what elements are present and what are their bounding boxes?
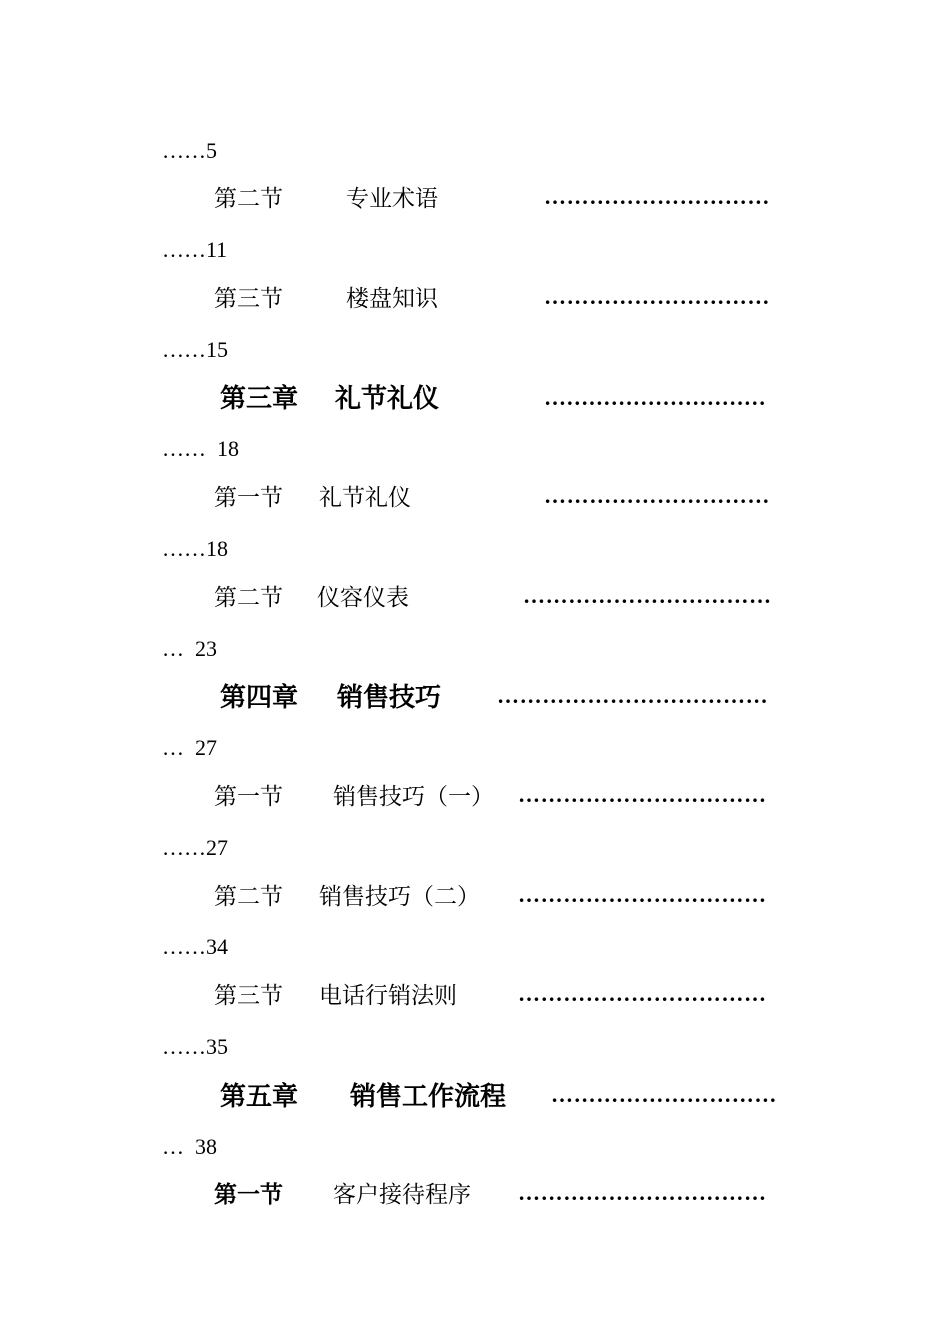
section-title: 楼盘知识: [346, 286, 438, 312]
section-label: 第一节: [214, 485, 283, 511]
section-label: 第二节: [214, 585, 283, 611]
page-number: ……15: [162, 337, 228, 362]
page-number: … 23: [162, 636, 217, 661]
page-number: … 27: [162, 735, 217, 760]
leader-dots: …………………………: [551, 1082, 777, 1107]
section-title: 电话行销法则: [319, 983, 457, 1009]
page-number: ……11: [162, 237, 228, 262]
section-title: 仪容仪表: [317, 585, 409, 611]
section-label: 第二节: [214, 186, 283, 212]
page-number: … 38: [162, 1134, 217, 1159]
leader-dots: …………………………: [544, 284, 770, 309]
chapter-label: 第五章: [220, 1082, 299, 1112]
leader-dots: ……………………………: [523, 583, 772, 608]
page-number: ……18: [162, 536, 228, 561]
leader-dots: ……………………………: [518, 882, 767, 907]
section-label: 第一节: [214, 1182, 283, 1208]
leader-dots: ……………………………: [518, 981, 767, 1006]
section-title: 销售技巧（一）: [333, 784, 494, 810]
page-number: ……27: [162, 835, 228, 860]
section-title: 销售技巧（二）: [319, 884, 480, 910]
leader-dots: ……………………………: [518, 782, 767, 807]
section-title: 专业术语: [346, 186, 438, 212]
leader-dots: …………………………: [544, 385, 766, 410]
chapter-label: 第四章: [220, 683, 299, 713]
leader-dots: ………………………………: [497, 683, 769, 708]
page-number: ……35: [162, 1034, 228, 1059]
leader-dots: …………………………: [544, 184, 770, 209]
chapter-title: 礼节礼仪: [335, 384, 440, 414]
chapter-title: 销售技巧: [337, 683, 442, 713]
chapter-label: 第三章: [220, 384, 299, 414]
leader-dots: ……………………………: [518, 1180, 767, 1205]
chapter-title: 销售工作流程: [350, 1082, 507, 1112]
page-number: …… 18: [162, 436, 239, 461]
section-label: 第三节: [214, 286, 283, 312]
page-number: ……34: [162, 934, 228, 959]
page-number: ……5: [162, 138, 217, 163]
section-label: 第二节: [214, 884, 283, 910]
section-label: 第一节: [214, 784, 283, 810]
section-label: 第三节: [214, 983, 283, 1009]
section-title: 客户接待程序: [333, 1182, 471, 1208]
leader-dots: …………………………: [544, 483, 770, 508]
section-title: 礼节礼仪: [319, 485, 411, 511]
